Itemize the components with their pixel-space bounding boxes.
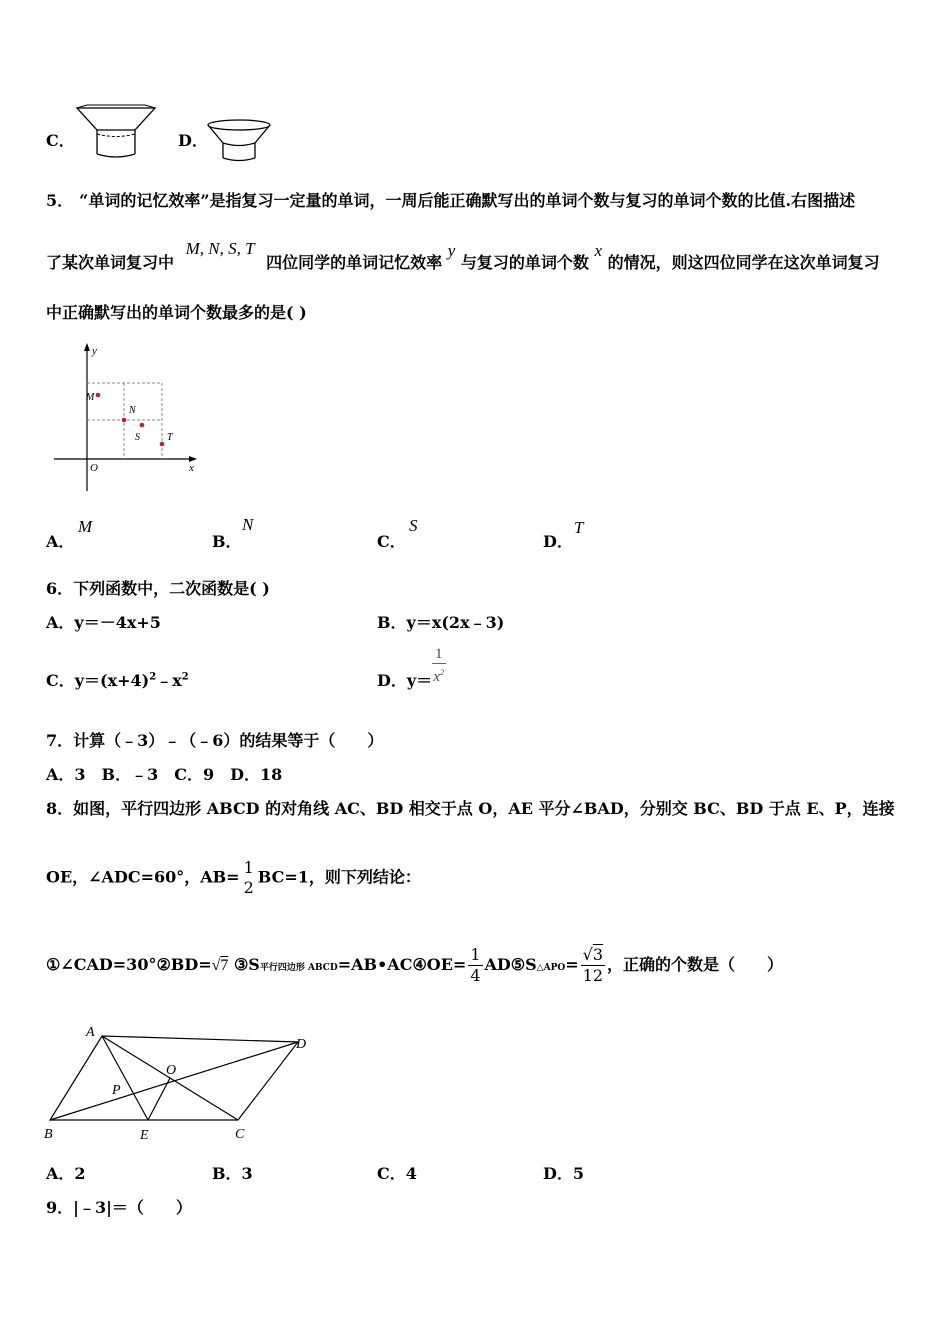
q8-option-c-value: 4	[405, 1164, 417, 1183]
q6-option-a: A．y＝－4x+5	[46, 613, 161, 632]
q8-quarter-fraction	[468, 945, 482, 986]
q8-stem2-b: BC=1，则下列结论：	[257, 867, 421, 887]
q8-label-a: A	[86, 1025, 95, 1040]
q8-sqrt3-den: 12	[582, 966, 603, 985]
q6-option-d-den-sup: 2	[440, 668, 445, 677]
q9-stem: 9．|﹣3|＝（ ）	[46, 1198, 192, 1217]
q5-origin-label: O	[90, 462, 98, 474]
q8-option-d-label: D．	[543, 1164, 573, 1183]
q8-sqrt7-value: 7	[220, 957, 229, 974]
q8-label-b: B	[44, 1127, 53, 1142]
q8-label-c: C	[235, 1127, 245, 1142]
q8-sqrt3-fraction	[581, 945, 605, 986]
q8-option-b-value: 3	[241, 1164, 253, 1183]
q4-option-d-label: D．	[178, 131, 208, 150]
q6-option-c-sup: 2	[149, 671, 157, 683]
q5-point-s	[140, 423, 145, 428]
q8-figure	[42, 1022, 322, 1146]
q6-option-c	[46, 668, 189, 691]
q8-label-o: O	[166, 1063, 177, 1078]
q7-options: A．3 B．﹣3 C．9 D．18	[46, 765, 283, 784]
q4-option-c-label: C．	[46, 131, 75, 150]
q6-option-d-den-x: x	[433, 669, 441, 685]
q8-option-a	[46, 1161, 86, 1184]
q4-option-c-figure	[75, 104, 157, 162]
q5-line2-b: 四位同学的单词记忆效率	[266, 253, 443, 272]
q6-option-c-a: C．y＝(x+4)	[46, 671, 150, 690]
q8-tail: ，正确的个数是（ ）	[607, 955, 784, 974]
q8-c4-b: AD⑤S	[484, 955, 537, 974]
q5-option-a-label: A．	[46, 532, 75, 551]
q6-option-c-sup2: 2	[181, 671, 189, 683]
q8-option-a-label: A．	[46, 1164, 75, 1183]
q8-diagonal-ac	[102, 1036, 238, 1120]
q5-option-b-label: B．	[212, 532, 242, 551]
q5-var-y: y	[447, 241, 456, 260]
q5-line2-a: 了某次单词复习中	[46, 253, 175, 272]
q8-diagonal-bd	[50, 1042, 298, 1120]
q8-label-d: D	[296, 1037, 307, 1052]
q8-option-c	[377, 1161, 417, 1184]
q8-conclusions	[46, 945, 783, 986]
q8-option-b	[212, 1161, 253, 1184]
q5-vars: M, N, S, T	[185, 239, 255, 258]
q8-c5-eq: =	[565, 955, 579, 974]
q5-label-s: S	[135, 432, 140, 443]
q6-option-d-fraction	[432, 645, 446, 686]
q5-graph	[50, 338, 202, 496]
q8-c3-sub: 平行四边形 ABCD	[259, 963, 338, 973]
q5-option-a-value: M	[78, 517, 93, 536]
q5-option-c-label: C．	[377, 532, 406, 551]
q5-number: 5．	[46, 191, 74, 210]
q5-option-b-value: N	[242, 515, 254, 534]
q5-point-t	[160, 442, 165, 447]
q8-half-fraction	[242, 858, 256, 898]
q8-option-d	[543, 1161, 584, 1184]
q4-option-d-figure	[205, 118, 273, 166]
q6-option-c-b: ﹣x	[156, 671, 182, 690]
q8-quarter-num: 1	[470, 945, 481, 964]
q8-segment-oe	[148, 1078, 170, 1120]
q5-label-t: T	[167, 432, 173, 443]
q8-stem2-a: OE，∠ADC=60°，AB=	[46, 867, 240, 887]
q8-sqrt3-num: √3	[582, 945, 604, 964]
q5-point-n	[122, 418, 127, 423]
q8-half-den: 2	[243, 878, 254, 897]
q5-line1	[46, 188, 855, 211]
q8-c3-a: ③S	[233, 955, 260, 974]
q8-parallelogram	[50, 1036, 298, 1120]
q5-line2-c: 与复习的单词个数	[460, 253, 589, 272]
q8-option-a-value: 2	[74, 1164, 86, 1183]
q6-option-d-den	[432, 664, 446, 686]
q5-axis-x-label: x	[189, 462, 194, 474]
q8-segment-ae	[102, 1036, 148, 1120]
q5-option-c-value: S	[409, 516, 418, 535]
q5-label-n: N	[129, 405, 136, 416]
q8-sqrt3-value: 3	[592, 945, 604, 964]
q6-option-d-num: 1	[432, 645, 446, 664]
q8-option-d-value: 5	[572, 1164, 585, 1183]
q5-label-m: M	[86, 392, 95, 403]
q8-stem1: 8．如图，平行四边形 ABCD 的对角线 AC、BD 相交于点 O，AE 平分∠BAD，分别交 BC、BD 于点 E、P，连接	[46, 799, 895, 818]
q8-c5-sub: △APO	[536, 963, 566, 973]
q5-var-x: x	[594, 241, 602, 260]
q8-option-b-label: B．	[212, 1164, 242, 1183]
q5-line2	[46, 239, 880, 273]
q8-label-e: E	[140, 1128, 149, 1143]
q6-option-d-label: D．y＝	[377, 671, 433, 690]
q5-line3: 中正确默写出的单词个数最多的是( )	[46, 303, 307, 322]
q8-option-c-label: C．	[377, 1164, 406, 1183]
q8-quarter-den: 4	[470, 966, 481, 985]
q7-stem: 7．计算（﹣3）﹣（﹣6）的结果等于（ ）	[46, 731, 384, 750]
q8-half-num: 1	[243, 858, 254, 877]
q5-option-d-value: T	[574, 518, 584, 537]
q5-option-d-label: D．	[543, 532, 573, 551]
q5-line1-text: “单词的记忆效率”是指复习一定量的单词，一周后能正确默写出的单词个数与复习的单词个数的比值.右图描述	[79, 191, 856, 210]
q5-line2-d: 的情况，则这四位同学在这次单词复习	[607, 253, 880, 272]
q8-stem2	[46, 858, 421, 898]
q8-sqrt7: √7	[211, 957, 229, 974]
q6-stem: 6．下列函数中，二次函数是( )	[46, 579, 270, 598]
q8-c1: ①∠CAD=30°②BD=	[46, 955, 212, 974]
q8-c3-b: =AB•AC④OE=	[337, 955, 467, 974]
q6-option-b: B．y＝x(2x﹣3)	[377, 613, 505, 632]
q8-label-p: P	[112, 1083, 121, 1098]
q5-axis-y-label: y	[92, 345, 97, 357]
q5-point-m	[96, 393, 101, 398]
